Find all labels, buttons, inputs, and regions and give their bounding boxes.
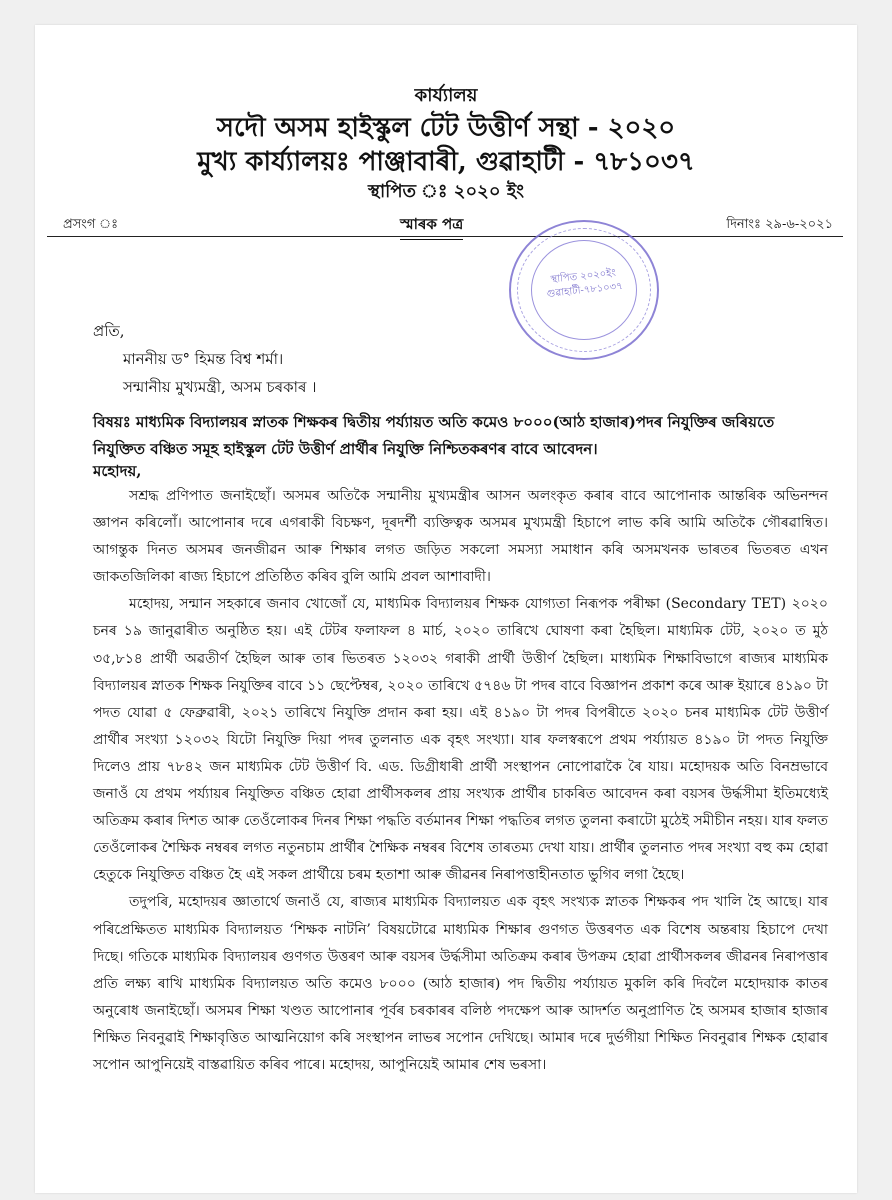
seal-text: স্থাপিত ২০২০ইং গুৱাহাটী-৭৮১০৩৭ xyxy=(546,267,624,300)
recipient-block xyxy=(93,317,317,401)
header-divider xyxy=(47,236,843,237)
letter-body xyxy=(93,483,828,1079)
letterhead xyxy=(35,83,857,205)
organization-seal-stamp xyxy=(509,220,659,360)
body-paragraph: সশ্ৰদ্ধ প্ৰণিপাত জনাইছোঁ। অসমৰ অতিকৈ সন্মানীয় মুখ্যমন্ত্ৰীৰ আসন অলংকৃত কৰাৰ বাবে আপোনাক আন্তৰিক অভিনন্দন জ্ঞাপন কৰিলোঁ। আপোনাৰ দৰে এগৰাকী বিচক্ষণ, দূৰদৰ্শী ব্যক্তিত্বক অসমৰ মুখ্যমন্ত্ৰী হিচাপে লাভ কৰি আমি অতিকৈ গৌৰৱান্বিত। আগন্তুক দিনত অসমৰ জনজীৱন আৰু শিক্ষাৰ লগত জড়িত সকলো সমস্যা সমাধান কৰি অসমখনক ভাৰতৰ ভিতৰত এখন জাকতজিলিকা ৰাজ্য হিচাপে প্ৰতিষ্ঠিত কৰিব বুলি আমি প্ৰবল আশাবাদী। xyxy=(93,488,828,586)
recipient-to: প্ৰতি, xyxy=(93,322,125,340)
body-paragraph: তদুপৰি, মহোদয়ৰ জ্ঞাতাৰ্থে জনাওঁ যে, ৰাজ্যৰ মাধ্যমিক বিদ্যালয়ত এক বৃহৎ সংখ্যক স্নাতক শিক্ষকৰ পদ খালি হৈ আছে। যাৰ পৰিপ্ৰেক্ষিতত মাধ্যমিক বিদ্যালয়ত ‘শিক্ষক নাটনি’ বিষয়টোৱে মাধ্যমিক শিক্ষাৰ গুণগত উত্তৰণত এক বিশেষ অন্তৰায় হিচাপে দেখা দিছে। গতিকে মাধ্যমিক বিদ্যালয়ৰ গুণগত উত্তৰণ আৰু বয়সৰ উৰ্দ্ধসীমা অতিক্ৰম কৰাৰ উপক্ৰম হোৱা প্ৰাৰ্থীসকলৰ জীৱনৰ নিৰাপত্তাৰ প্ৰতি লক্ষ্য ৰাখি মাধ্যমিক বিদ্যালয়ত অতি কমেও ৮০০০ (আঠ হাজাৰ) পদ দ্বিতীয় পৰ্য্যায়ত মুকলি কৰি দিবলৈ মহোদয়াক কাতৰ অনুৰোধ জনাইছোঁ। অসমৰ শিক্ষা খণ্ডত আপোনাৰ পূৰ্বৰ চৰকাৰৰ বলিষ্ঠ পদক্ষেপ আৰু আদৰ্শত অনুপ্ৰাণিত হৈ অসমৰ হাজাৰ হাজাৰ শিক্ষিত নিবনুৱাই শিক্ষাবৃত্তিত আত্মনিয়োগ কৰি সংস্থাপন লাভৰ সপোন দেখিছে। আমাৰ দৰে দুৰ্ভগীয়া শিক্ষিত নিবনুৱাৰ শিক্ষক হোৱাৰ সপোন আপুনিয়েই বাস্তৱায়িত কৰিব পাৰে। মহোদয়, আপুনিয়েই আমাৰ শেষ ভৰসা। xyxy=(93,894,828,1073)
subject-line: বিষয়ঃ মাধ্যমিক বিদ্যালয়ৰ স্নাতক শিক্ষকৰ দ্বিতীয় পৰ্য্যায়ত অতি কমেও ৮০০০(আঠ হাজাৰ)পদৰ নিযুক্তিৰ জৰিয়তে নিযুক্তিত বঞ্চিত সমূহ হাইস্কুল টেট উত্তীৰ্ণ প্ৰাৰ্থীৰ নিযুক্তি নিশ্চিতকৰণৰ বাবে আবেদন। xyxy=(93,413,775,458)
letter-date: দিনাংঃ ২৯-৬-২০২১ xyxy=(726,217,833,232)
reference-label: প্ৰসংগ ঃ xyxy=(63,217,119,232)
recipient-name: মাননীয় ড° হিমন্ত বিশ্ব শৰ্মা। xyxy=(123,350,284,368)
letter-page xyxy=(35,25,857,1193)
salutation: মহোদয়, xyxy=(93,462,142,480)
memo-title: স্মাৰক পত্ৰ xyxy=(400,213,463,240)
office-label: কাৰ্য্যালয় xyxy=(414,85,478,106)
head-office-address: মুখ্য কাৰ্য্যালয়ঃ পাঞ্জাবাৰী, গুৱাহাটী - ৭৮১০৩৭ xyxy=(197,147,695,177)
established-year: স্থাপিত ঃ ২০২০ ইং xyxy=(368,181,524,202)
body-paragraph: মহোদয়, সন্মান সহকাৰে জনাব খোজোঁ যে, মাধ্যমিক বিদ্যালয়ৰ শিক্ষক যোগ্যতা নিৰূপক পৰীক্ষা (Secondary TET) ২০২০ চনৰ ১৯ জানুৱাৰীত অনুষ্ঠিত হয়। এই টেটৰ ফলাফল ৪ মাৰ্চ, ২০২০ তাৰিখে ঘোষণা কৰা হৈছিল। মাধ্যমিক টেট, ২০২০ ত মুঠ ৩৫,৮১৪ প্ৰাৰ্থী অৱতীৰ্ণ হৈছিল আৰু তাৰ ভিতৰত ১২০৩২ গৰাকী প্ৰাৰ্থী উত্তীৰ্ণ হৈছিল। মাধ্যমিক শিক্ষাবিভাগে ৰাজ্যৰ মাধ্যমিক বিদ্যালয়ৰ স্নাতক শিক্ষক নিযুক্তিৰ বাবে ১১ ছেপ্টেম্বৰ, ২০২০ তাৰিখে ৫৭৪৬ টা পদৰ বাবে বিজ্ঞাপন প্ৰকাশ কৰে আৰু ইয়াৰে ৪১৯০ টা পদত যোৱা ৫ ফেব্ৰুৱাৰী, ২০২১ তাৰিখে নিযুক্তি প্ৰদান কৰা হয়। এই ৪১৯০ টা পদৰ বিপৰীতে ২০২০ চনৰ মাধ্যমিক টেট উত্তীৰ্ণ প্ৰাৰ্থীৰ সংখ্যা ১২০৩২ যিটো নিযুক্তি দিয়া পদৰ তুলনাত এক বৃহৎ সংখ্যা। যাৰ ফলস্বৰূপে প্ৰথম পৰ্য্যায়ত ৪১৯০ টা পদত নিযুক্তি দিলেও প্ৰায় ৭৮৪২ জন মাধ্যমিক টেট উত্তীৰ্ণ বি. এড. ডিগ্ৰীধাৰী প্ৰাৰ্থী সংস্থাপন নোপোৱাকৈ ৰৈ যায়। মহোদয়ক অতি বিনম্ৰভাবে জনাওঁ যে প্ৰথম পৰ্য্যায়ৰ নিযুক্তিত বঞ্চিত হোৱা প্ৰাৰ্থীসকলৰ প্ৰায় সংখ্যক প্ৰাৰ্থীৰ চাকৰিত আবেদন কৰা বয়সৰ উৰ্দ্ধসীমা ইতিমধ্যেই অতিক্ৰম কৰাৰ দিশত আৰু তেওঁলোকৰ দিনৰ শিক্ষা পদ্ধতি বৰ্তমানৰ শিক্ষা পদ্ধতিৰ লগত তুলনা কৰাটো মুঠেই সমীচীন নহয়। যাৰ ফলত তেওঁলোকৰ শৈক্ষিক নম্বৰৰ লগত নতুনচাম প্ৰাৰ্থীৰ শৈক্ষিক নম্বৰৰ বিশেষ তাৰতম্য দেখা যায়। প্ৰাৰ্থীৰ তুলনাত পদৰ সংখ্যা বহু কম হোৱা হেতুকে নিযুক্তিত বঞ্চিত হৈ এই সকল প্ৰাৰ্থীয়ে চৰম হতাশা আৰু জীৱনৰ নিৰাপত্তাহীনতাত ভুগিব লগা হৈছে। xyxy=(93,596,828,884)
organization-name: সদৌ অসম হাইস্কুল টেট উত্তীৰ্ণ সন্থা - ২০২০ xyxy=(216,113,676,143)
recipient-title: সন্মানীয় মুখ্যমন্ত্ৰী, অসম চৰকাৰ । xyxy=(123,378,317,396)
reference-line xyxy=(63,213,833,235)
